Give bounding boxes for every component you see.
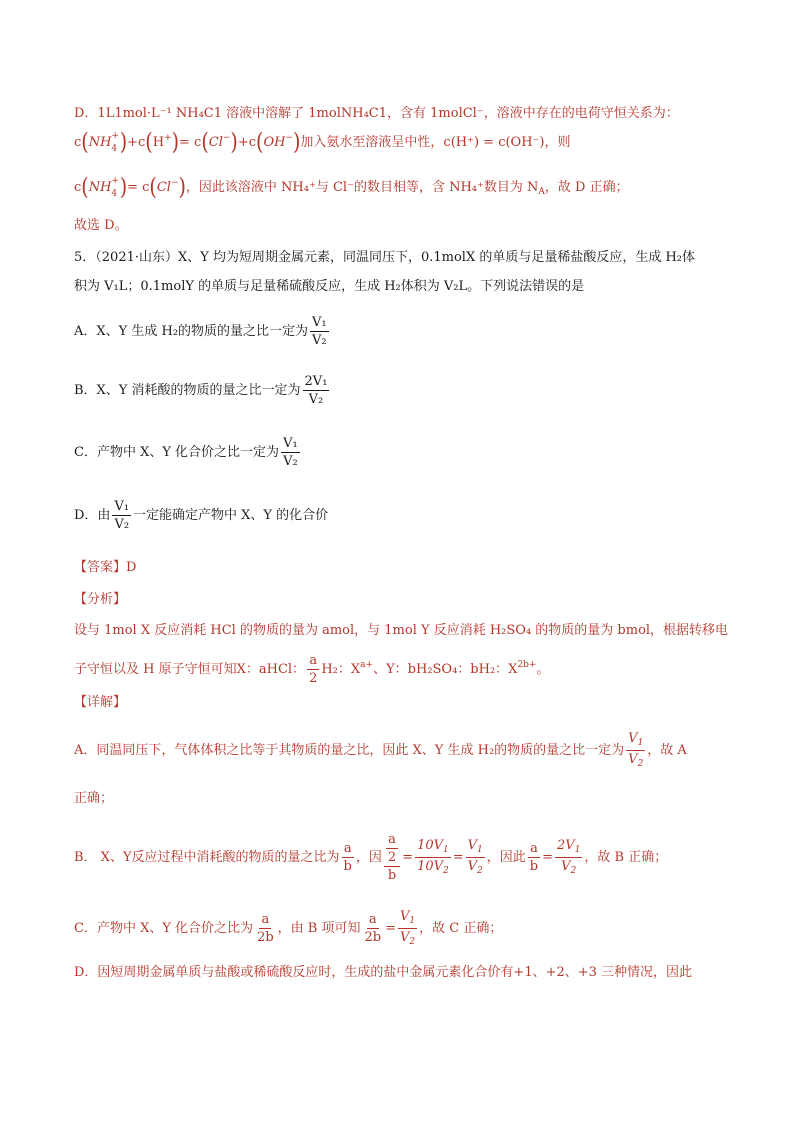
ammonium-equality-line: c(NH + 4 )= c(Cl−)，因此该溶液中 NH₄⁺与 Cl⁻的数目相等，含 NH₄⁺数目为 $N_A$，故 D 正确；	[74, 173, 629, 201]
analysis-line-1: 设与 1mol X 反应消耗 HCl 的物质的量为 amol，与 1mol Y 反应消耗 H₂SO₄ 的物质的量为 bmol，根据转移电	[74, 623, 729, 638]
option-d-pre: D．由	[74, 508, 111, 523]
option-b-denominator: V₂	[308, 392, 324, 407]
answer-line	[74, 561, 136, 574]
prev-line-2-tail: 加入氨水至溶液呈中性，c(H⁺) = c(OH⁻)，则	[300, 135, 571, 150]
detail-c-post: ，故 C 正确；	[419, 921, 503, 936]
option-b-numerator: 2V₁	[304, 374, 328, 389]
detail-c-mid: ，由 B 项可知	[277, 921, 361, 936]
option-b-text: B．X、Y 消耗酸的物质的量之比一定为	[74, 383, 301, 398]
prev-conclusion: 故选 D。	[74, 218, 128, 233]
option-c-denominator: V₂	[283, 454, 298, 469]
detail-b-mid2: ，因此	[486, 850, 526, 865]
analysis-label: 【分析】	[74, 592, 127, 607]
option-a-denominator: V₂	[312, 333, 327, 348]
prev-line-3-end: ，故 D 正确；	[544, 180, 629, 195]
option-a-text: A．X、Y 生成 H₂的物质的量之比一定为	[74, 324, 309, 339]
detail-a-pre: A．同温同压下，气体体积之比等于其物质的量之比，因此 X、Y 生成 H₂的物质的量之比一定为	[74, 743, 625, 758]
option-c	[74, 437, 302, 468]
detail-b-post: ，故 B 正确；	[584, 850, 668, 865]
analysis-line-2-pre: 子守恒以及 H 原子守恒可知X：aHCl：	[74, 662, 306, 677]
analysis-line-2-rest: 、Y：bH₂SO₄：bH₂：X	[373, 662, 518, 677]
option-d-numerator: V₁	[114, 499, 130, 514]
option-b	[74, 375, 331, 406]
detail-b: B． X、Y反应过程中消耗酸的物质的量之比为 $\frac{a}{b}$ ，因 $\frac{\frac{a}{2}}{b}$ = $\frac{10V_1}{10V_2}$ = $\frac{V_1}{V_2}$ ，因此 $\frac{a}{b}$ = $\frac{2V_1}{V_2}$ ，故 B 正确；	[74, 832, 668, 883]
option-a-numerator: V₁	[312, 315, 327, 330]
detail-b-mid1: ，因	[355, 850, 382, 865]
answer-label: 【答案】	[74, 560, 127, 575]
detail-c: C．产物中 X、Y 化合价之比为 $\frac{a}{2b}$ ，由 B 项可知 $\frac{a}{2b}$ = $\frac{V_1}{V_2}$ ，故 C 正确；	[74, 909, 503, 947]
option-d-post: 一定能确定产物中 X、Y 的化合价	[133, 508, 329, 523]
question-line-1: 5．（2021·山东）X、Y 均为短周期金属元素，同温同压下，0.1molX 的单质与足量稀盐酸反应，生成 H₂体	[74, 250, 696, 265]
detail-c-pre: C．产物中 X、Y 化合价之比为	[74, 921, 254, 936]
detail-label: 【详解】	[74, 695, 127, 710]
detail-d-line: D．因短周期金属单质与盐酸或稀硫酸反应时，生成的盐中金属元素化合价有+1、+2、+3 三种情况，因此	[74, 965, 693, 980]
option-c-numerator: V₁	[283, 436, 298, 451]
detail-b-pre: B． X、Y反应过程中消耗酸的物质的量之比为	[74, 850, 340, 865]
detail-a-line-2: 正确；	[74, 791, 114, 806]
analysis-line-2: 子守恒以及 H 原子守恒可知X：aHCl： $\frac{a}{2}$ H₂：$X^{a+}$、Y：bH₂SO₄：bH₂：$X^{2b+}$。	[74, 653, 550, 686]
detail-a: A．同温同压下，气体体积之比等于其物质的量之比，因此 X、Y 生成 H₂的物质的量之比一定为 $\frac{V_1}{V_2}$ ，故 A	[74, 731, 687, 769]
charge-balance-equation: c(NH + 4 )+c(H+)= c(Cl−)+c(OH−)加入氨水至溶液呈中性，c(H⁺) = c(OH⁻)，则	[74, 128, 571, 156]
answer-value: D	[126, 560, 137, 575]
analysis-line-2-end: 。	[536, 662, 550, 677]
option-d-denominator: V₂	[114, 517, 130, 532]
prev-line-3-tail: ，因此该溶液中 NH₄⁺与 Cl⁻的数目相等，含 NH₄⁺数目为 N	[185, 180, 539, 195]
option-d	[74, 500, 328, 531]
option-c-text: C．产物中 X、Y 化合价之比一定为	[74, 445, 280, 460]
question-line-2: 积为 V₁L；0.1molY 的单质与足量稀硫酸反应，生成 H₂体积为 V₂L。下列说法错误的是	[74, 279, 585, 294]
option-a	[74, 316, 331, 347]
analysis-line-2-mid: H₂：X	[321, 662, 361, 677]
detail-a-post: ，故 A	[647, 743, 687, 758]
prev-line-1: D．1L1mol·L⁻¹ NH₄C1 溶液中溶解了 1molNH₄C1，含有 1molCl⁻，溶液中存在的电荷守恒关系为：	[74, 106, 679, 121]
